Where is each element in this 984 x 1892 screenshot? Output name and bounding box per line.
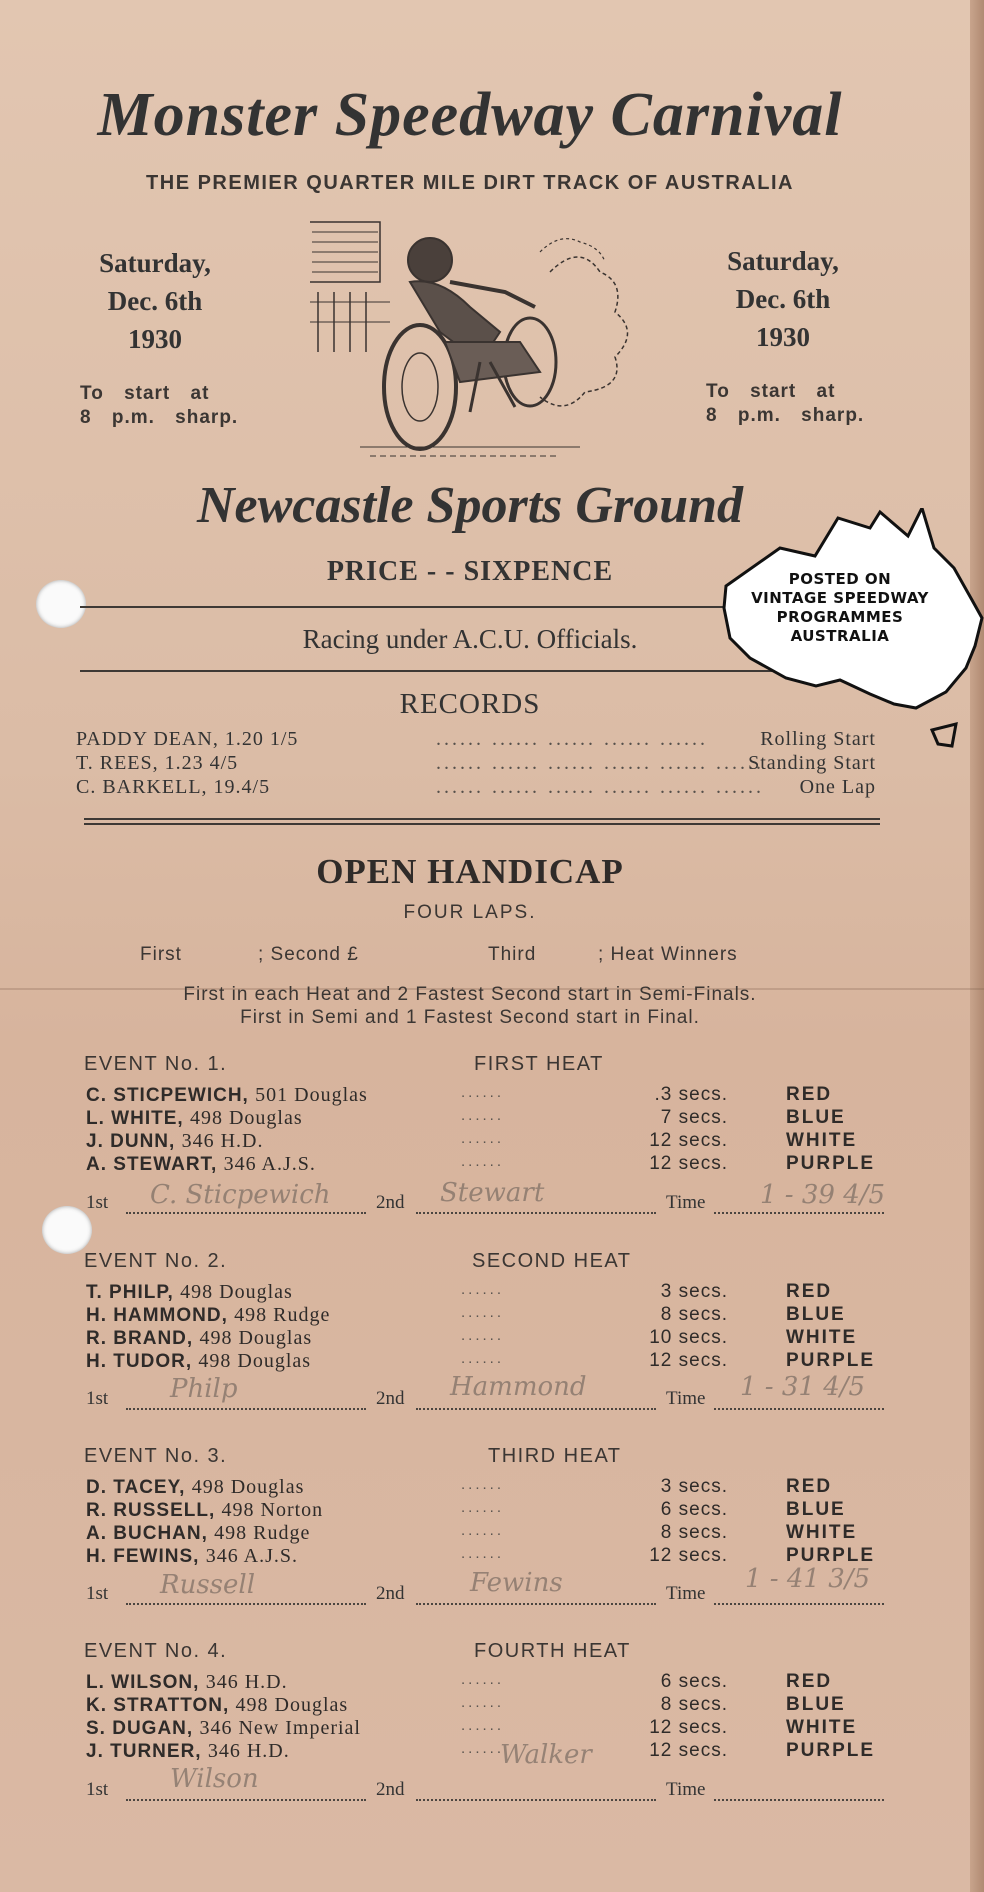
rider-colour: RED — [786, 1476, 833, 1497]
leader-dots: ...... — [461, 1327, 505, 1344]
leader-dots: ...... — [461, 1671, 505, 1688]
rider-machine: 498 Douglas — [198, 1350, 312, 1372]
date-right — [688, 242, 878, 356]
rider-name: K. STRATTON, — [86, 1695, 230, 1716]
open-handicap-title: OPEN HANDICAP — [316, 852, 624, 891]
rider-name: H. TUDOR, — [86, 1351, 193, 1372]
leader-dots: ...... — [461, 1694, 505, 1711]
result-second-label: 2nd — [376, 1583, 405, 1604]
rider-machine: 346 A.J.S. — [205, 1545, 298, 1567]
rider-name: J. TURNER, — [86, 1741, 202, 1762]
rider-machine: 498 Rudge — [214, 1522, 311, 1544]
time-entry[interactable] — [714, 1212, 884, 1214]
result-first-label: 1st — [86, 1583, 109, 1604]
first-place-entry[interactable] — [126, 1212, 366, 1214]
first-place-entry[interactable] — [126, 1799, 366, 1801]
start-time-right — [706, 380, 864, 428]
punch-hole-bottom — [42, 1206, 92, 1254]
posted-on-stamp — [722, 570, 958, 646]
rider-name: R. RUSSELL, — [86, 1500, 216, 1521]
result-second-label: 2nd — [376, 1388, 405, 1409]
time-entry[interactable] — [714, 1603, 884, 1605]
rider-row — [86, 1084, 896, 1108]
date-right-day: Saturday, — [727, 246, 839, 276]
rider-handicap: .3 secs. — [654, 1084, 728, 1105]
record-row — [76, 752, 876, 776]
rider-machine: 498 Rudge — [234, 1304, 331, 1326]
handwritten-first: C. Sticpewich — [150, 1180, 331, 1210]
record-holder: C. BARKELL, 19.4/5 — [76, 776, 271, 798]
rider-colour: PURPLE — [786, 1350, 876, 1371]
speedway-rider-illustration — [300, 212, 640, 462]
leader-dots: ...... — [461, 1153, 505, 1170]
leader-dots: ...... — [461, 1499, 505, 1516]
second-place-entry[interactable] — [416, 1799, 656, 1801]
stamp-line-4: AUSTRALIA — [790, 627, 890, 645]
second-place-entry[interactable] — [416, 1603, 656, 1605]
rider-name: J. DUNN, — [86, 1131, 176, 1152]
rider-colour: BLUE — [786, 1107, 846, 1128]
rider-row — [86, 1522, 896, 1546]
handwritten-second: Stewart — [440, 1178, 545, 1208]
record-holder: PADDY DEAN, 1.20 1/5 — [76, 728, 299, 750]
records-heading: RECORDS — [399, 688, 541, 720]
rider-machine: 498 Douglas — [191, 1476, 305, 1498]
date-left-day: Saturday, — [99, 248, 211, 278]
leader-dots: ...... — [461, 1740, 505, 1757]
leader-dots: ...... — [461, 1717, 505, 1734]
second-place-entry[interactable] — [416, 1212, 656, 1214]
leader-dots: ...... — [461, 1130, 505, 1147]
rider-colour: BLUE — [786, 1499, 846, 1520]
handwritten-time: 1 - 39 4/5 — [760, 1180, 886, 1210]
date-left-date: Dec. 6th — [107, 286, 203, 316]
stamp-line-3: PROGRAMMES — [776, 608, 904, 626]
rider-row — [86, 1350, 896, 1374]
record-type: Rolling Start — [760, 728, 876, 750]
leader-dots: ...... — [461, 1350, 505, 1367]
stamp-line-2: VINTAGE SPEEDWAY — [751, 589, 929, 607]
handwritten-time: 1 - 31 4/5 — [740, 1372, 866, 1402]
double-rule-top — [84, 818, 880, 820]
rider-name: T. PHILP, — [86, 1282, 174, 1303]
event-number: EVENT No. 1. — [84, 1053, 228, 1075]
leader-dots: ...... — [461, 1476, 505, 1493]
qualifying-rule-1: First in each Heat and 2 Fastest Second start in Semi-Finals. — [183, 984, 757, 1005]
double-rule-bottom — [84, 823, 880, 825]
result-first-label: 1st — [86, 1779, 109, 1800]
rider-colour: WHITE — [786, 1327, 858, 1348]
event-header — [84, 1445, 904, 1471]
start-left-line1: To start at — [80, 383, 210, 404]
event-number: EVENT No. 4. — [84, 1640, 228, 1662]
event-header — [84, 1053, 904, 1079]
leader-dots: ...... — [461, 1084, 505, 1101]
record-holder: T. REES, 1.23 4/5 — [76, 752, 239, 774]
first-place-entry[interactable] — [126, 1408, 366, 1410]
rider-machine: 501 Douglas — [255, 1084, 368, 1106]
rider-handicap: 12 secs. — [649, 1350, 728, 1371]
rider-row — [86, 1740, 896, 1764]
leader-dots: ...... — [461, 1545, 505, 1562]
rider-handicap: 8 secs. — [660, 1304, 728, 1325]
rider-machine: 498 Douglas — [235, 1694, 349, 1716]
rider-handicap: 10 secs. — [649, 1327, 728, 1348]
rider-colour: BLUE — [786, 1304, 846, 1325]
rider-handicap: 12 secs. — [649, 1740, 728, 1761]
rider-row — [86, 1499, 896, 1523]
handwritten-first: Russell — [160, 1570, 256, 1600]
rider-colour: PURPLE — [786, 1153, 876, 1174]
rider-name: D. TACEY, — [86, 1477, 186, 1498]
result-second-label: 2nd — [376, 1779, 405, 1800]
date-right-year: 1930 — [756, 322, 810, 352]
second-place-entry[interactable] — [416, 1408, 656, 1410]
rider-row — [86, 1717, 896, 1741]
rider-machine: 498 Douglas — [199, 1327, 313, 1349]
handwritten-time: 1 - 41 3/5 — [745, 1564, 871, 1594]
handwritten-second: Hammond — [450, 1372, 587, 1402]
result-time-label: Time — [666, 1779, 706, 1800]
rider-colour: PURPLE — [786, 1740, 876, 1761]
racing-officials: Racing under A.C.U. Officials. — [302, 624, 638, 654]
rider-name: L. WILSON, — [86, 1672, 200, 1693]
rider-row — [86, 1476, 896, 1500]
rider-handicap: 8 secs. — [660, 1522, 728, 1543]
start-right-line2: 8 p.m. sharp. — [706, 405, 865, 426]
stamp-line-1: POSTED ON — [788, 570, 892, 588]
event-subtitle: THE PREMIER QUARTER MILE DIRT TRACK OF AUSTRALIA — [146, 172, 794, 194]
rider-handicap: 12 secs. — [649, 1717, 728, 1738]
result-second-label: 2nd — [376, 1192, 405, 1213]
rider-machine: 498 Douglas — [180, 1281, 293, 1303]
leader-dots: ...... — [461, 1522, 505, 1539]
rider-name: H. FEWINS, — [86, 1546, 200, 1567]
rider-machine: 498 Douglas — [189, 1107, 303, 1129]
handwritten-first: Wilson — [170, 1764, 259, 1794]
prize-third: Third — [488, 944, 537, 965]
handwritten-second: Walker — [500, 1740, 592, 1770]
rider-colour: RED — [786, 1281, 833, 1302]
rider-handicap: 3 secs. — [660, 1281, 728, 1302]
rider-handicap: 3 secs. — [660, 1476, 728, 1497]
leader-dots: ...... — [461, 1281, 505, 1298]
venue-name: Newcastle Sports Ground — [196, 477, 744, 534]
time-entry[interactable] — [714, 1799, 884, 1801]
record-type: Standing Start — [748, 752, 876, 774]
rider-row — [86, 1130, 896, 1154]
rider-handicap: 12 secs. — [649, 1153, 728, 1174]
start-left-line2: 8 p.m. sharp. — [80, 407, 239, 428]
page-edge — [970, 0, 984, 1892]
rider-row — [86, 1327, 896, 1351]
record-leader-dots: ...... ...... ...... ...... ...... ...... — [436, 752, 764, 774]
rider-name: C. STICPEWICH, — [86, 1085, 249, 1106]
result-time-label: Time — [666, 1192, 706, 1213]
rider-row — [86, 1107, 896, 1131]
time-entry[interactable] — [714, 1408, 884, 1410]
event-number: EVENT No. 3. — [84, 1445, 228, 1467]
date-left-year: 1930 — [128, 324, 182, 354]
first-place-entry[interactable] — [126, 1603, 366, 1605]
result-time-label: Time — [666, 1583, 706, 1604]
rider-name: A. STEWART, — [86, 1154, 218, 1175]
rider-name: S. DUGAN, — [86, 1718, 194, 1739]
laps-label: FOUR LAPS. — [403, 902, 537, 923]
record-leader-dots: ...... ...... ...... ...... ...... — [436, 728, 708, 750]
event-header — [84, 1250, 904, 1276]
record-leader-dots: ...... ...... ...... ...... ...... ...... — [436, 776, 764, 798]
result-time-label: Time — [666, 1388, 706, 1409]
date-right-date: Dec. 6th — [735, 284, 831, 314]
record-row — [76, 776, 876, 800]
leader-dots: ...... — [461, 1107, 505, 1124]
rider-name: H. HAMMOND, — [86, 1305, 228, 1326]
rider-machine: 498 Norton — [221, 1499, 324, 1521]
rider-colour: PURPLE — [786, 1545, 876, 1566]
programme-price: PRICE - - SIXPENCE — [326, 556, 614, 587]
record-type: One Lap — [799, 776, 876, 798]
rider-row — [86, 1671, 896, 1695]
rider-handicap: 6 secs. — [660, 1499, 728, 1520]
prize-second: ; Second £ — [258, 944, 359, 965]
leader-dots: ...... — [461, 1304, 505, 1321]
rider-row — [86, 1304, 896, 1328]
rider-handicap: 6 secs. — [660, 1671, 728, 1692]
rider-machine: 346 New Imperial — [199, 1717, 361, 1739]
rider-colour: WHITE — [786, 1130, 858, 1151]
rider-name: R. BRAND, — [86, 1328, 194, 1349]
heat-name: FIRST HEAT — [474, 1053, 604, 1075]
rider-row — [86, 1281, 896, 1305]
rider-handicap: 12 secs. — [649, 1130, 728, 1151]
rider-handicap: 8 secs. — [660, 1694, 728, 1715]
result-first-label: 1st — [86, 1388, 109, 1409]
qualifying-rule-2: First in Semi and 1 Fastest Second start in Final. — [240, 1007, 700, 1028]
rider-machine: 346 A.J.S. — [223, 1153, 316, 1175]
record-row — [76, 728, 876, 752]
heat-name: SECOND HEAT — [472, 1250, 632, 1272]
rider-handicap: 12 secs. — [649, 1545, 728, 1566]
start-right-line1: To start at — [706, 381, 836, 402]
rider-colour: WHITE — [786, 1717, 858, 1738]
prize-heat-winners: ; Heat Winners — [598, 944, 738, 965]
rider-row — [86, 1153, 896, 1177]
rider-machine: 346 H.D. — [181, 1130, 264, 1152]
result-first-label: 1st — [86, 1192, 109, 1213]
rider-handicap: 7 secs. — [660, 1107, 728, 1128]
rider-machine: 346 H.D. — [205, 1671, 288, 1693]
start-time-left — [80, 382, 238, 430]
rider-colour: RED — [786, 1671, 833, 1692]
rider-row — [86, 1694, 896, 1718]
event-title: Monster Speedway Carnival — [97, 81, 843, 149]
rider-colour: BLUE — [786, 1694, 846, 1715]
handwritten-first: Philp — [170, 1374, 238, 1404]
date-left — [60, 244, 250, 358]
handwritten-second: Fewins — [470, 1568, 563, 1598]
rider-colour: RED — [786, 1084, 833, 1105]
rider-machine: 346 H.D. — [207, 1740, 290, 1762]
prize-first: First — [140, 944, 182, 965]
event-number: EVENT No. 2. — [84, 1250, 228, 1272]
rider-name: A. BUCHAN, — [86, 1523, 208, 1544]
heat-name: THIRD HEAT — [488, 1445, 622, 1467]
heat-name: FOURTH HEAT — [474, 1640, 631, 1662]
rider-name: L. WHITE, — [86, 1108, 184, 1129]
rider-colour: WHITE — [786, 1522, 858, 1543]
event-header — [84, 1640, 904, 1666]
